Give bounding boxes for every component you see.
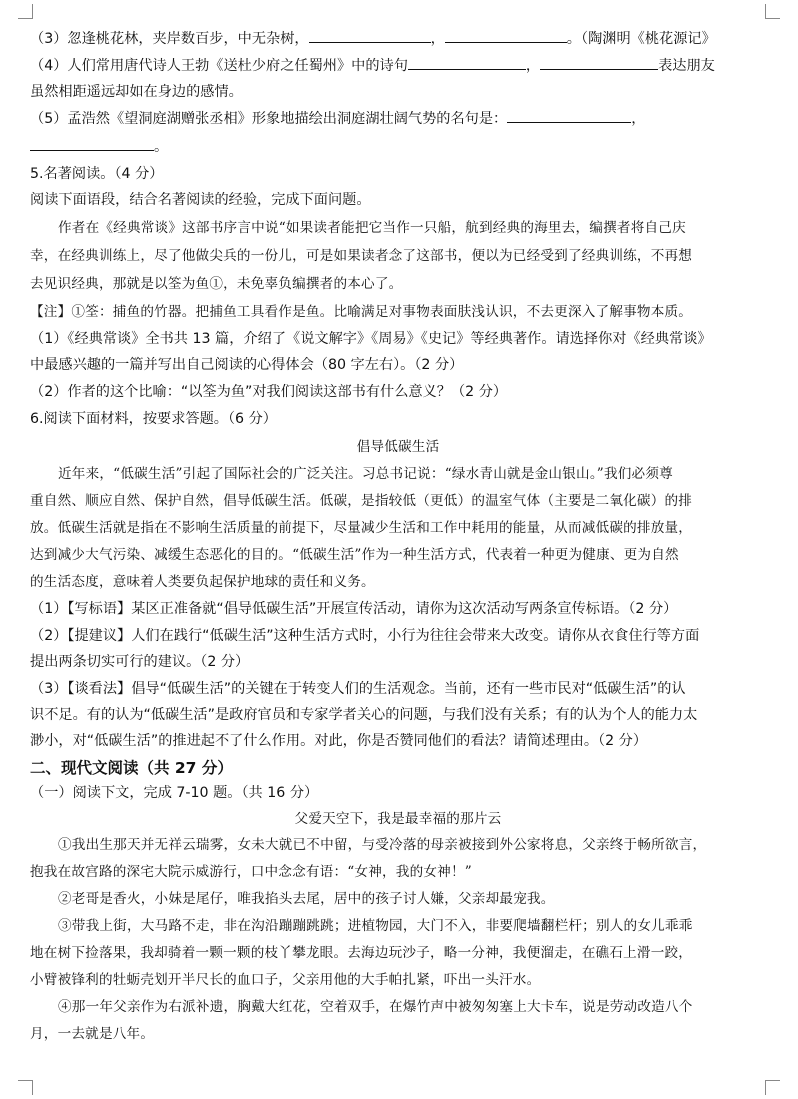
q4-item5-line2: 。 [30,137,766,156]
answer-blank[interactable] [540,56,658,70]
q6-article [30,465,766,591]
article-line: 近年来，“低碳生活”引起了国际社会的广泛关注。习总书记说：“绿水青山就是金山银山。”我们必须尊 [58,466,673,482]
q5-instruction: 阅读下面语段，结合名著阅读的经验，完成下面问题。 [30,192,371,208]
q5-passage [30,219,766,321]
passage-line: 幸，在经典训练上，尽了他做尖兵的一份儿，可是如果读者念了这部书，便以为已经受到了经典训练，不再想 [30,248,693,264]
answer-blank[interactable] [445,29,567,43]
essay-line: 抱我在故宫路的深宅大院示威游行，口中念念有语：“女神，我的女神！” [30,864,472,880]
q5-title: 5.名著阅读。（4 分） [30,166,164,182]
essay-line: 地在树下捡落果，我却骑着一颗一颗的枝丫攀龙眼。去海边玩沙子，略一分神，我便溜走，在礁石上滑一跤， [30,945,693,961]
q6-sub3-line1: （3）【谈看法】倡导“低碳生活”的关键在于转变人们的生活观念。当前，还有一些市民对“低碳生活”的认 [30,681,686,697]
section-heading: 二、现代文阅读（共 27 分） [30,759,233,777]
essay-line: ③带我上街，大马路不走，非在沟沿蹦蹦跳跳；进植物园，大门不入，非要爬墙翻栏杆；别人的女儿乖乖 [58,918,693,934]
q6-title: 6.阅读下面材料，按要求答题。（6 分） [30,411,277,427]
essay-body [30,836,766,1043]
q5-sub2: （2）作者的这个比喻：“以筌为鱼”对我们阅读这部书有什么意义？（2 分） [30,384,508,400]
q6-sub1: （1）【写标语】某区正准备就“倡导低碳生活”开展宣传活动，请你为这次活动写两条宣传标语。（2 分） [30,601,678,617]
article-line: 放。低碳生活就是指在不影响生活质量的前提下，尽量减少生活和工作中耗用的能量，从而减低碳的排放量， [30,520,693,536]
corner-mark [765,1080,780,1095]
answer-blank[interactable] [507,109,631,123]
answer-blank[interactable] [408,56,526,70]
passage-line: 去见识经典，那就是以筌为鱼①，未免辜负编撰者的本心了。 [30,276,403,292]
q6-sub3-line3: 渺小，对“低碳生活”的推进起不了什么作用。对此，你是否赞同他们的看法？请简述理由。（2 分） [30,733,648,749]
answer-blank[interactable] [309,29,431,43]
essay-line: 月，一去就是八年。 [30,1026,155,1042]
q4-item5-line1: （5）孟浩然《望洞庭湖赠张丞相》形象地描绘出洞庭湖壮阔气势的名句是： ， [30,111,646,127]
corner-mark [18,1080,33,1095]
q6-article-title: 倡导低碳生活 [356,439,440,455]
article-line: 达到减少大气污染、减缓生态恶化的目的。“低碳生活”作为一种生活方式，代表着一种更为健康、更为自然 [30,547,679,563]
passage-line: 作者在《经典常谈》这部书序言中说“如果读者能把它当作一只船，航到经典的海里去，编撰者将自己庆 [58,220,686,236]
q4-item4-line2: 虽然相距遥远却如在身边的感情。 [30,84,243,100]
q4-item3: （3）忽逢桃花林，夹岸数百步，中无杂树， ， 。（陶渊明《桃花源记》 [30,31,716,47]
corner-mark [18,4,33,19]
essay-line: ①我出生那天并无祥云瑞雾，女未大就已不中留，与受冷落的母亲被接到外公家将息，父亲终于畅所欲言， [58,837,707,853]
q5-sub1-line1: （1）《经典常谈》全书共 13 篇，介绍了《说文解字》《周易》《史记》等经典著作。请选择你对《经典常谈》 [30,331,712,347]
answer-blank[interactable] [30,137,154,151]
page-content [30,29,766,1043]
q6-sub2-line2: 提出两条切实可行的建议。（2 分） [30,654,250,670]
q4-item4-line1: （4）人们常用唐代诗人王勃《送杜少府之任蜀州》中的诗句 ， 表达朋友 [30,58,715,74]
section-part-1: （一）阅读下文，完成 7-10 题。（共 16 分） [30,785,319,801]
corner-mark [765,4,780,19]
essay-line: ②老哥是香火，小妹是尾仔，唯我掐头去尾，居中的孩子讨人嫌，父亲却最宠我。 [58,891,555,907]
article-line: 的生活态度，意味着人类要负起保护地球的责任和义务。 [30,574,375,590]
article-line: 重自然、顺应自然、保护自然，倡导低碳生活。低碳，是指较低（更低）的温室气体（主要是二氧化碳）的排 [30,493,693,509]
q5-note: 【注】①筌：捕鱼的竹器。把捕鱼工具看作是鱼。比喻满足对事物表面肤浅认识，不去更深入了解事物本质。 [30,304,693,320]
q6-sub3-line2: 识不足。有的认为“低碳生活”是政府官员和专家学者关心的问题，与我们没有关系；有的认为个人的能力太 [30,707,698,723]
essay-line: 小臂被锋利的牡蛎壳划开半尺长的血口子，父亲用他的大手帕扎紧，吓出一头汗水。 [30,972,541,988]
essay-title: 父爱天空下，我是最幸福的那片云 [294,811,502,827]
q6-sub2-line1: （2）【提建议】人们在践行“低碳生活”这种生活方式时，小行为往往会带来大改变。请你从衣食住行等方面 [30,628,700,644]
q5-sub1-line2: 中最感兴趣的一篇并写出自己阅读的心得体会（80 字左右）。（2 分） [30,357,464,373]
essay-line: ④那一年父亲作为右派补遗，胸戴大红花，空着双手，在爆竹声中被匆匆塞上大卡车，说是劳动改造八个 [58,999,693,1015]
